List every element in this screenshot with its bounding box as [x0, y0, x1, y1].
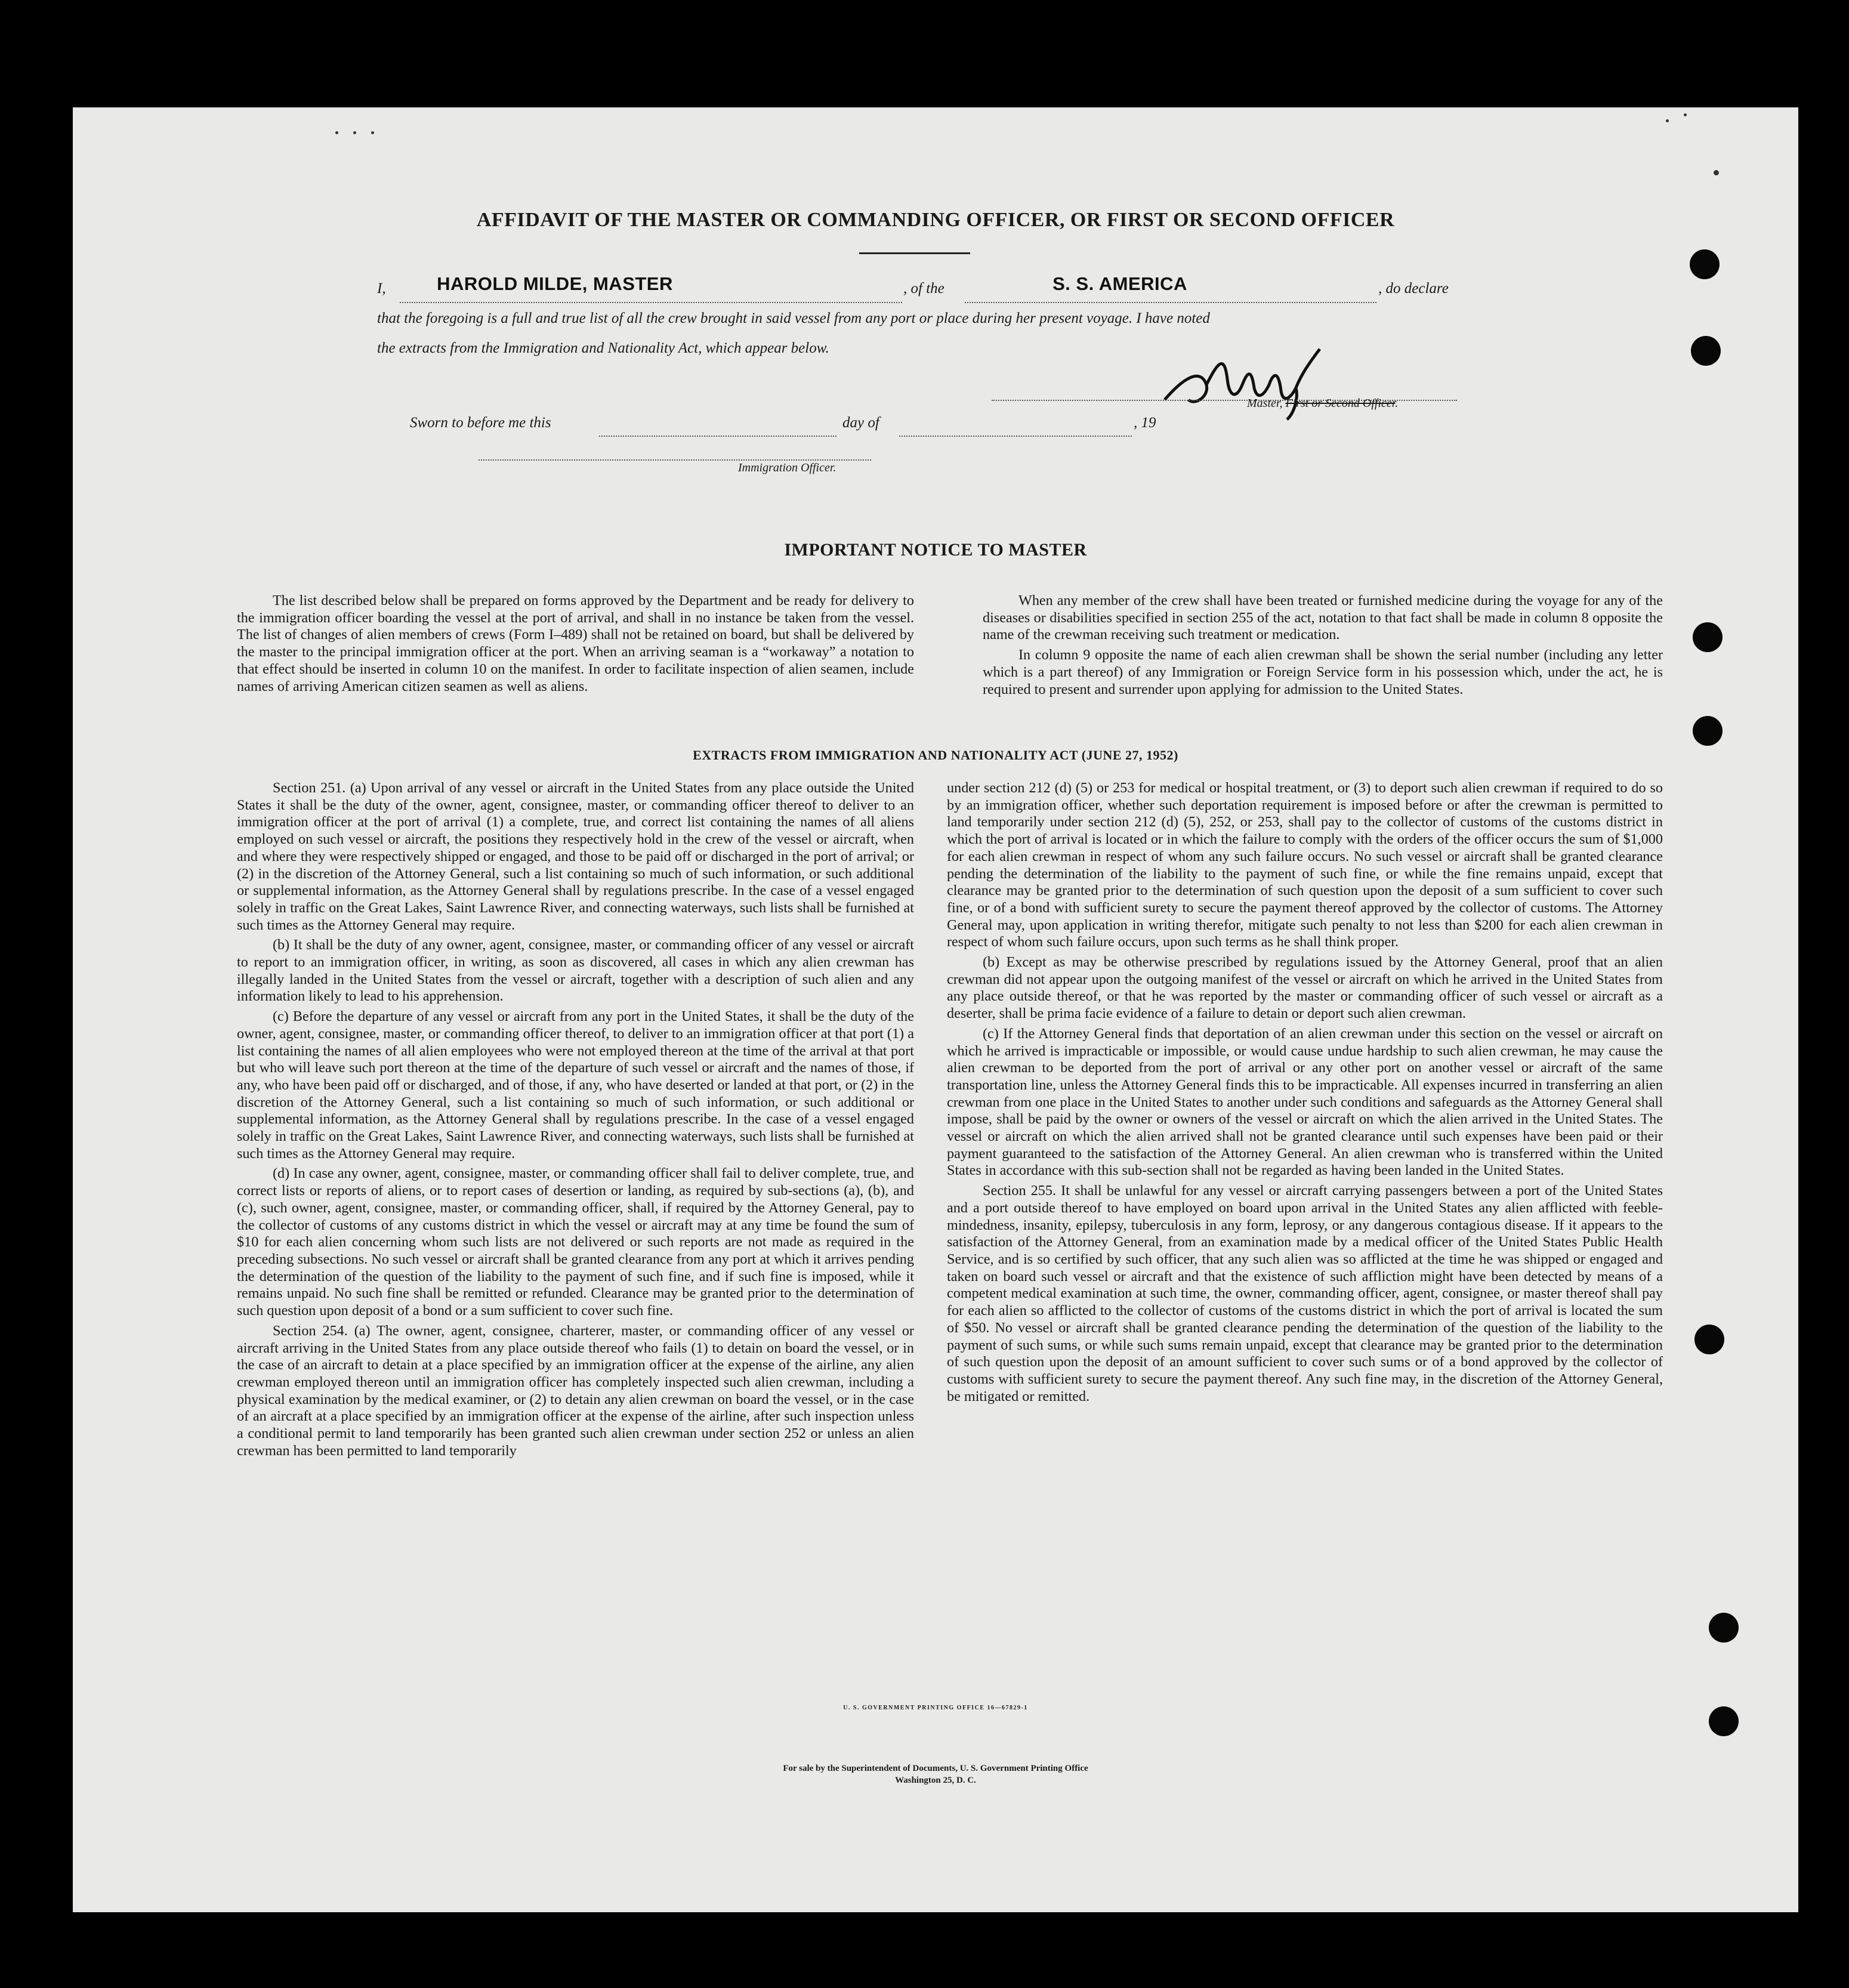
do-declare-label: , do declare	[1378, 280, 1449, 297]
extract-paragraph: Section 251. (a) Upon arrival of any vessel or aircraft in the United States from any place outside the United States it shall be the duty of the owner, agent, consignee, master, or commanding officer thereof to deliver to an immigration officer at the port of arrival (1) a complete, true, and correct list containing the names of all aliens employed on such vessel or aircraft, the positions they respectively hold in the crew of the vessel or aircraft, when and where they were respectively shipped or engaged, and those to be paid off or discharged in the port of arrival; or (2) in the discretion of the Attorney General, such a list containing so much of such information, or such additional or supplemental information, as the Attorney General shall by regulations prescribe. In the case of a vessel engaged solely in traffic on the Great Lakes, Saint Lawrence River, and connecting waterways, such lists shall be furnished at such times as the Attorney General may require.	[237, 780, 914, 933]
extracts-title: EXTRACTS FROM IMMIGRATION AND NATIONALITY ACT (JUNE 27, 1952)	[693, 748, 1178, 763]
document-page	[73, 107, 1798, 1912]
extract-paragraph: (b) Except as may be otherwise prescribed by regulations issued by the Attorney General, proof that an alien crewman did not appear upon the outgoing manifest of the vessel or aircraft on which he arrived in the United States from any place outside thereof, or that he was reported by the master or commanding officer of such vessel or aircraft as a deserter, shall be prima facie evidence of a failure to detain or deport such alien crewman.	[947, 954, 1663, 1022]
vessel-name-value: S. S. AMERICA	[1052, 273, 1187, 294]
signature-caption	[1247, 397, 1398, 410]
signature-caption-master: Master,	[1247, 397, 1286, 410]
speck	[335, 131, 338, 134]
punch-hole	[1690, 249, 1720, 279]
affidavit-title: AFFIDAVIT OF THE MASTER OR COMMANDING OFFICER, OR FIRST OR SECOND OFFICER	[476, 209, 1395, 231]
punch-hole	[1691, 336, 1721, 366]
notice-right-paragraph: In column 9 opposite the name of each alien crewman shall be shown the serial number (including any letter which is a part thereof) of any Immigration or Foreign Service form in his possession which, under the act, he is required to present and surrender upon applying for admission to the United States.	[983, 647, 1663, 697]
master-name-value: HAROLD MILDE, MASTER	[437, 273, 673, 294]
extract-paragraph: under section 212 (d) (5) or 253 for medical or hospital treatment, or (3) to deport such alien crewman if required to do so by an immigration officer, whether such deportation requirement is imposed before or after the crewman is permitted to land temporarily under section 212 (d) (5), 252, or 253, shall pay to the collector of customs of the customs district in which the port of arrival is located or in which the failure to comply with the orders of the officer occurs the sum of $1,000 for each alien crewman in respect of whom any such failure occurs. No such vessel or aircraft shall be granted clearance pending the determination of the liability to the payment of such fine, or while the fine remains unpaid, except that clearance may be granted prior to the determination of such question upon the deposit of a sum sufficient to cover such fine, or of a bond with sufficient surety to secure the payment thereof approved by the collector of customs. The Attorney General may, upon application in writing therefor, mitigate such penalty to not less than $200 for each alien crewman in respect of whom such failure occurs, upon such terms as he shall think proper.	[947, 780, 1663, 950]
speck	[1714, 170, 1719, 175]
sworn-year-label: , 19	[1134, 415, 1156, 431]
punch-hole	[1709, 1613, 1739, 1643]
immigration-officer-caption: Immigration Officer.	[738, 461, 836, 474]
sworn-label: Sworn to before me this	[410, 415, 551, 431]
sworn-day-label: day of	[842, 415, 879, 431]
extracts-left-column	[237, 780, 914, 1462]
footer-line-1: For sale by the Superintendent of Documents, U. S. Government Printing Office	[783, 1764, 1088, 1773]
signature-caption-suffix: .	[1395, 397, 1399, 410]
notice-title: IMPORTANT NOTICE TO MASTER	[784, 540, 1087, 560]
of-the-label: , of the	[903, 280, 944, 297]
statement-line-2: the extracts from the Immigration and Nationality Act, which appear below.	[377, 340, 829, 356]
extract-paragraph: Section 254. (a) The owner, agent, consignee, charterer, master, or commanding officer of any vessel or aircraft arriving in the United States from any place outside thereof who fails (1) to detain on board the vessel, or in the case of an aircraft to detain at a place specified by an immigration officer at the expense of the airline, any alien crewman employed thereon until an immigration officer has completely inspected such alien crewman, including a physical examination by the medical examiner, or (2) to detain any alien crewman on board the vessel, or in the case of an aircraft at a place specified by an immigration officer at the expense of the airline, after such inspection unless a conditional permit to land temporarily has been granted such alien crewman under section 252 or unless an alien crewman has been permitted to land temporarily	[237, 1322, 914, 1459]
notice-right-column	[983, 592, 1663, 701]
extract-paragraph: (c) If the Attorney General finds that deportation of an alien crewman under this section on the vessel or aircraft on which he arrived is impracticable or impossible, or would cause undue hardship to such alien crewman, he may cause the alien crewman to be deported from the port of arrival or any other port on another vessel or aircraft of the same transportation line, unless the Attorney General finds this to be impracticable. All expenses incurred in transferring an alien crewman from one place in the United States to another under such conditions and safeguards as the Attorney General shall impose, shall be paid by the owner or owners of the vessel or aircraft on which the alien arrived in the United States. The vessel or aircraft on which the alien arrived shall not be granted clearance until such expenses have been paid or their payment guaranteed to the satisfaction of the Attorney General. An alien crewman who is transferred within the United States in accordance with this sub-section shall not be regarded as having been landed in the United States.	[947, 1025, 1663, 1179]
extract-paragraph: (c) Before the departure of any vessel or aircraft from any port in the United States, it shall be the duty of the owner, agent, consignee, master, or commanding officer thereof, to deliver to an immigration officer at that port (1) a list containing the names of all alien employees who were not employed thereon at the time of the arrival at that port but who will leave such port thereon at the time of the departure of such vessel or aircraft and the names of those, if any, who have been paid off or discharged, and of those, if any, who have deserted or landed at that port, or (2) in the discretion of the Attorney General, such a list containing so much of such information, or such additional or supplemental information, as the Attorney General shall by regulations prescribe. In the case of a vessel engaged solely in traffic on the Great Lakes, Saint Lawrence River, and connecting waterways, such lists shall be furnished at such times as the Attorney General may require.	[237, 1008, 914, 1162]
immigration-officer-line	[479, 447, 871, 461]
title-rule	[859, 252, 970, 254]
notice-left-paragraph: The list described below shall be prepared on forms approved by the Department and be ready for delivery to the immigration officer boarding the vessel at the port of arrival, and shall in no instance be taken from the vessel. The list of changes of alien members of crews (Form I–489) shall not be retained on board, but shall be delivered by the master to the principal immigration officer at the port. When an arriving seaman is a “workaway” a notation to that effect should be inserted in column 10 on the manifest. In order to facilitate inspection of alien seamen, include names of arriving American citizen seamen as well as aliens.	[237, 592, 914, 694]
speck	[1666, 119, 1669, 122]
speck	[1684, 113, 1687, 116]
speck	[371, 131, 374, 134]
notice-left-column	[237, 592, 914, 698]
extract-paragraph: (d) In case any owner, agent, consignee, master, or commanding officer shall fail to deliver complete, true, and correct lists or reports of aliens, or to report cases of desertion or landing, as required by sub-sections (a), (b), and (c), such owner, agent, consignee, master, or commanding officer, shall, if required by the Attorney General, pay to the collector of customs of any customs district in which the vessel or aircraft may at any time be found the sum of $10 for each alien concerning whom such lists are not delivered or such reports are not made as required in the preceding subsections. No such vessel or aircraft shall be granted clearance from any port at which it arrives pending the determination of the question of the liability to the payment of such fine, and if such fine is imposed, while it remains unpaid. No such fine shall be remitted or refunded. Clearance may be granted prior to the determination of such question upon deposit of a bond or a sum sufficient to cover such fine.	[237, 1165, 914, 1319]
statement-line-1: that the foregoing is a full and true list of all the crew brought in said vessel from any port or place during her present voyage. I have noted	[377, 310, 1210, 326]
sworn-month-field	[899, 418, 1132, 437]
footer-line-2: Washington 25, D. C.	[895, 1776, 976, 1785]
speck	[353, 131, 356, 134]
signature-caption-struck: First or Second Officer	[1285, 397, 1396, 410]
extract-paragraph: (b) It shall be the duty of any owner, agent, consignee, master, or commanding officer of any vessel or aircraft to report to an immigration officer, in writing, as soon as discovered, all cases in which any alien crewman has illegally landed in the United States from the vessel or aircraft, together with a description of such alien and any information likely to lead to his apprehension.	[237, 937, 914, 1005]
notice-right-paragraph: When any member of the crew shall have been treated or furnished medicine during the voyage for any of the diseases or disabilities specified in section 255 of the act, notation to that fact shall be made in column 8 opposite the name of the crewman receiving such treatment or medication.	[983, 592, 1663, 643]
punch-hole	[1709, 1706, 1739, 1736]
punch-hole	[1693, 716, 1723, 746]
extracts-right-column	[947, 780, 1663, 1408]
punch-hole	[1694, 1325, 1724, 1354]
punch-hole	[1693, 622, 1723, 652]
extract-paragraph: Section 255. It shall be unlawful for any vessel or aircraft carrying passengers between a port of the United States and a port outside thereof to have employed on board upon arrival in the United States any alien afflicted with feeble-mindedness, insanity, epilepsy, tuberculosis in any form, leprosy, or any dangerous contagious disease. If it appears to the satisfaction of the Attorney General, from an examination made by a medical officer of the United States Public Health Service, and is so certified by such officer, that any such alien was so afflicted at the time he was shipped or engaged and taken on board such vessel or aircraft and that the existence of such affliction might have been detected by means of a competent medical examination at such time, the owner, commanding officer, agent, consignee, or master thereof shall pay for each alien so afflicted to the collector of customs of the customs district in which the port of arrival is located the sum of $50. No vessel or aircraft shall be granted clearance pending the determination of the question of the liability to the payment of such sums, or while such sums remain unpaid, except that clearance may be granted prior to the determination of such question upon the deposit of an amount sufficient to cover such sums or of a bond approved by the collector of customs with sufficient surety to secure the payment thereof. Any such fine may, in the discretion of the Attorney General, be mitigated or remitted.	[947, 1183, 1663, 1404]
sworn-date-field	[599, 418, 836, 437]
declare-i: I,	[377, 280, 386, 297]
printer-line: U. S. GOVERNMENT PRINTING OFFICE 16—67829-1	[843, 1705, 1028, 1711]
